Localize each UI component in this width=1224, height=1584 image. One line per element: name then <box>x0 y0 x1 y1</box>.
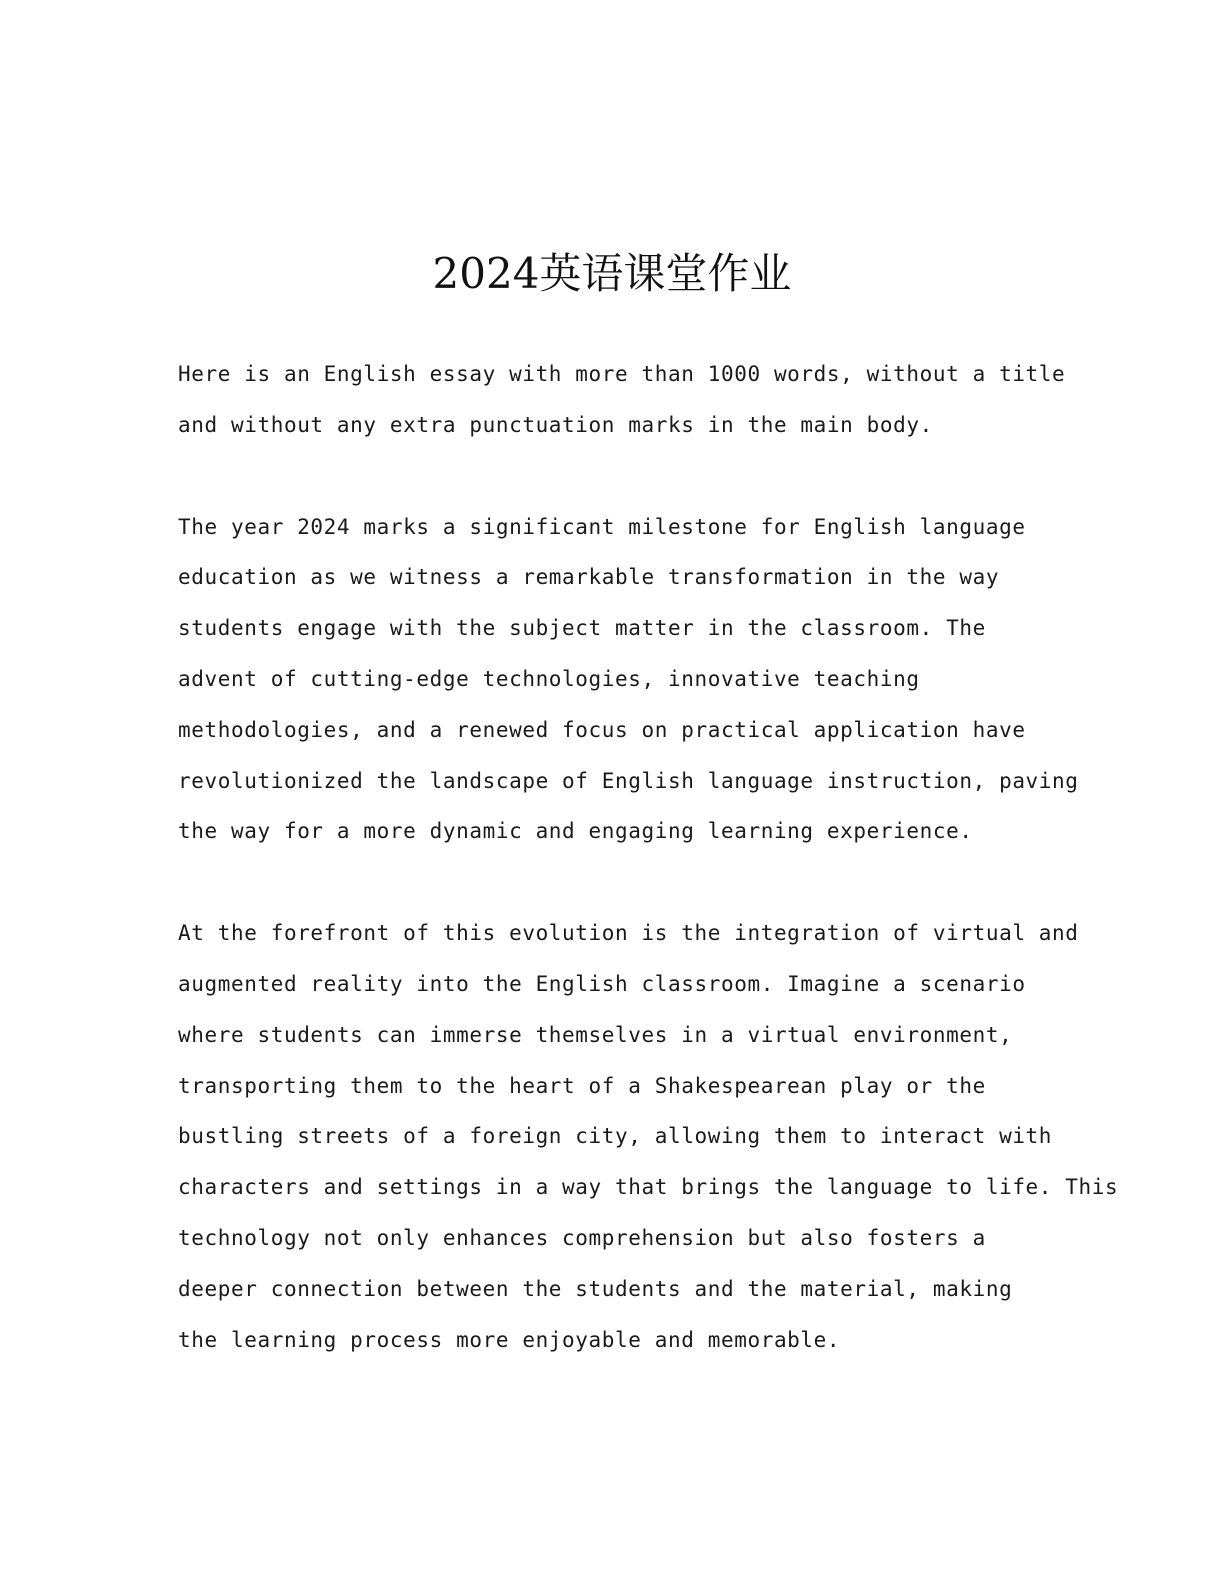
text-line: methodologies, and a renewed focus on practical application have <box>178 717 1026 742</box>
text-line: At the forefront of this evolution is the integration of virtual and <box>178 921 1079 946</box>
text-line: augmented reality into the English classroom. Imagine a scenario <box>178 971 1026 996</box>
document-body <box>178 349 1138 1416</box>
text-line: revolutionized the landscape of English language instruction, paving <box>178 768 1079 793</box>
text-line: the learning process more enjoyable and memorable. <box>178 1327 841 1352</box>
text-line: education as we witness a remarkable transformation in the way <box>178 565 1000 590</box>
text-line: transporting them to the heart of a Shakespearean play or the <box>178 1073 986 1098</box>
text-line: Here is an English essay with more than 1000 words, without a title <box>178 362 1066 386</box>
text-line: where students can immerse themselves in a virtual environment, <box>178 1022 1013 1047</box>
page-title: 2024英语课堂作业 <box>432 249 792 298</box>
paragraph-milestone <box>178 502 1138 858</box>
text-line: and without any extra punctuation marks in the main body. <box>178 412 933 437</box>
text-line: bustling streets of a foreign city, allowing them to interact with <box>178 1124 1053 1149</box>
text-line: deeper connection between the students and the material, making <box>178 1276 1013 1301</box>
text-line: the way for a more dynamic and engaging learning experience. <box>178 819 973 844</box>
text-line: The year 2024 marks a significant milestone for English language <box>178 514 1026 539</box>
paragraph-virtual-reality <box>178 908 1138 1365</box>
text-line: technology not only enhances comprehension but also fosters a <box>178 1225 986 1250</box>
paragraph-intro <box>178 349 1138 451</box>
text-line: advent of cutting-edge technologies, innovative teaching <box>178 666 920 691</box>
text-line: characters and settings in a way that brings the language to life. This <box>178 1175 1119 1200</box>
text-line: students engage with the subject matter in the classroom. The <box>178 616 986 641</box>
